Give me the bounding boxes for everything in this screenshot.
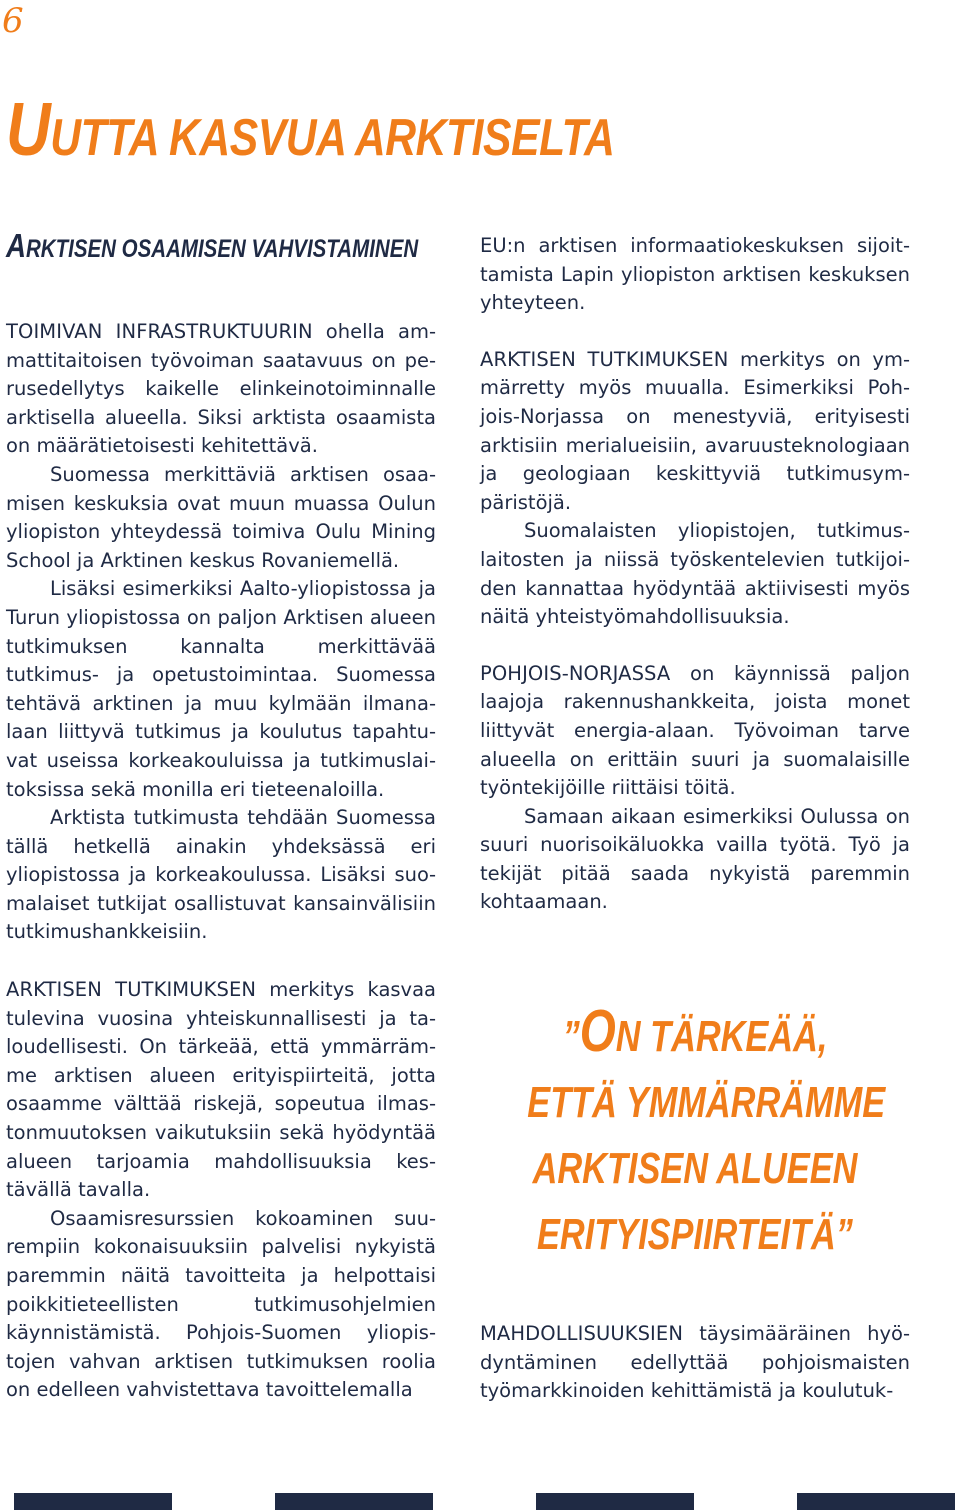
paragraph: Samaan aikaan esimerkiksi Oulussa on suuri nuorisoikäluokka vailla työtä. Työ ja tekijät pitää saada nykyistä paremmin kohtaamaan. <box>480 804 910 914</box>
pull-quote <box>480 998 910 1268</box>
paragraph <box>6 976 436 1205</box>
pull-quote-text: ERITYISPIIRTEITÄ <box>537 1210 836 1259</box>
paragraph <box>6 318 436 461</box>
pull-quote-text: N TÄRKEÄÄ, <box>615 1012 828 1061</box>
paragraph: Lisäksi esimerkiksi Aalto-yliopistossa ja Turun yliopistossa on paljon Arktisen alueen tutkimuksen kannalta merkittävää tutkimus- ja opetustoimintaa. Suomessa tehtävä arktinen ja muu kylmään ilmanalaan liittyvä tutkimus ja koulutus tapahtuvat useissa korkeakouluissa ja tutkimuslaitoksissa sekä monilla eri tieteenaloilla. <box>6 577 436 801</box>
paragraph: Suomalaisten yliopistojen, tutkimuslaitosten ja niissä työskentelevien tutkijoiden kannattaa hyödyntää aktiivisesti myös näitä yhteistyömahdollisuuksia. <box>480 519 910 629</box>
paragraph-text: merkitys kasvaa tulevina vuosina yhteiskunnallisesti ja taloudellisesti. On tärkeää, että ymmärrämme arktisen alueen erityispiirteitä, jotta osaamme välttää riskejä, sopeutua ilmastonmuutoksen vaikutuksiin sekä hyödyntää alueen tarjoamia mahdollisuuksia kestävällä tavalla. <box>6 978 436 1202</box>
footer-bar <box>14 1493 172 1510</box>
open-quote-mark: ” <box>562 1012 580 1061</box>
paragraph: EU:n arktisen informaatiokeskuksen sijoittamista Lapin yliopiston arktisen keskuksen yhteyteen. <box>480 234 910 315</box>
paragraph <box>480 346 910 518</box>
paragraph-text: ohella ammattitaitoisen työvoiman saatavuus on perusedellytys kaikelle elinkeinotoiminnalle arktisella alueella. Siksi arktista osaamista on määrätietoisesti kehitettävä. <box>6 320 436 458</box>
right-column-top <box>480 232 910 917</box>
pull-quote-line: ETTÄ YMMÄRRÄMME <box>527 1078 886 1127</box>
paragraph <box>480 1320 910 1406</box>
pull-quote-initial: O <box>579 997 616 1064</box>
paragraph-lead: ARKTISEN TUTKIMUKSEN <box>480 347 729 371</box>
paragraph-lead: MAHDOLLISUUKSIEN <box>480 1322 684 1345</box>
paragraph: Suomessa merkittäviä arktisen osaamisen keskuksia ovat muun muassa Oulun yliopiston yhteydessä toimiva Oulu Mining School ja Arktinen keskus Rovaniemellä. <box>6 462 436 572</box>
left-column-top <box>6 318 436 947</box>
paragraph-lead: ARKTISEN TUTKIMUKSEN <box>6 978 257 1001</box>
pull-quote-line <box>527 998 862 1070</box>
footer-bar <box>536 1493 694 1510</box>
footer-bar <box>275 1493 433 1510</box>
paragraph: Osaamisresurssien kokoaminen suurempiin kokonaisuuksiin palvelisi nykyistä paremmin näitä tavoitteita ja helpottaisi poikkitieteellisten tutkimusohjelmien käynnistämistä. Pohjois-Suomen yliopistojen vahvan arktisen tutkimuksen roolia on edelleen vahvistettava tavoittelemalla <box>6 1206 436 1402</box>
section-heading <box>6 226 418 267</box>
right-column-bottom <box>480 1320 910 1406</box>
left-column-bottom <box>6 976 436 1405</box>
paragraph-lead: POHJOIS-NORJASSA <box>480 661 671 685</box>
paragraph-lead: TOIMIVAN INFRASTRUKTUURIN <box>6 320 313 343</box>
section-heading-initial: A <box>6 227 26 265</box>
paragraph-text: on käynnissä paljon laajoja rakennushankkeita, joista monet liittyvät energia-alaan. Työvoiman tarve alueella on erittäin suuri ja suomalaisille työntekijöille riittäisi töitä. <box>480 661 910 800</box>
pull-quote-line: ARKTISEN ALUEEN <box>532 1144 858 1193</box>
paragraph-text: merkitys on ymmärretty myös muualla. Esimerkiksi Pohjois-Norjassa on menestyviä, erityisesti arktisiin merialueisiin, avaruusteknologiaan ja geologiaan keskittyviä tutkimusympäristöjä. <box>480 347 910 514</box>
paragraph <box>480 660 910 803</box>
close-quote-mark: ” <box>835 1210 853 1259</box>
section-heading-rest: RKTISEN OSAAMISEN VAHVISTAMINEN <box>25 235 419 263</box>
paragraph: Arktista tutkimusta tehdään Suomessa tällä hetkellä ainakin yhdeksässä eri yliopistossa ja korkeakoulussa. Lisäksi suomalaiset tutkijat osallistuvat kansainvälisiin tutkimushankkeisiin. <box>6 806 436 944</box>
page-number: 6 <box>2 1 24 41</box>
title-rest: UTTA KASVUA ARKTISELTA <box>50 109 615 167</box>
footer-bar <box>797 1493 955 1510</box>
page-title <box>6 84 614 174</box>
title-initial: U <box>6 87 51 171</box>
pull-quote-line <box>527 1202 862 1268</box>
paragraph-text: täysimääräinen hyödyntäminen edellyttää pohjoismaisten työmarkkinoiden kehittämistä ja koulutuk- <box>480 1322 910 1403</box>
